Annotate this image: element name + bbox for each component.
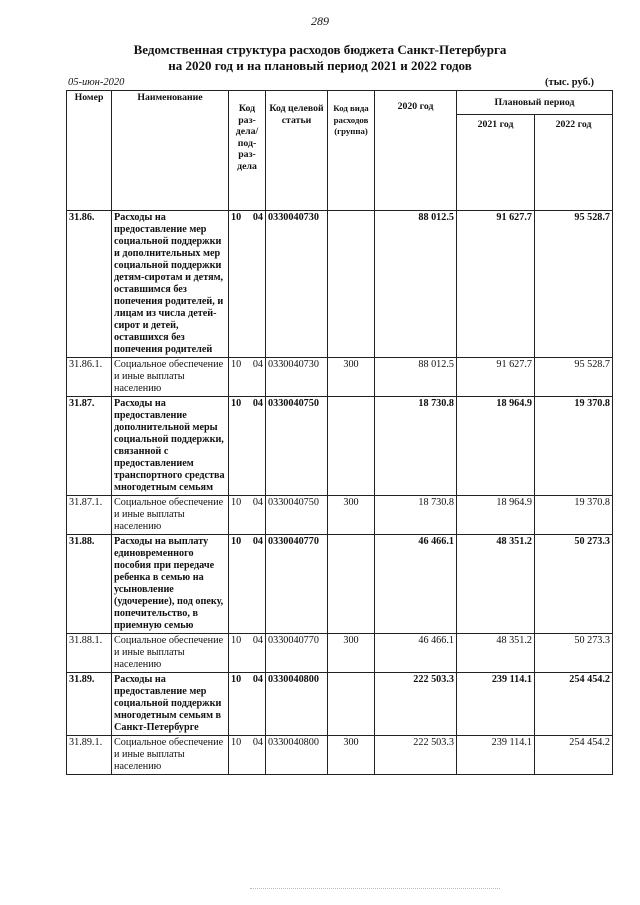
header-planned-period: Плановый период <box>457 91 613 115</box>
page-number: 289 <box>311 14 329 28</box>
header-type: Код вида расходов (группа) <box>328 91 375 211</box>
row-type-code: 300 <box>328 496 375 535</box>
budget-table <box>66 90 613 775</box>
header-number: Номер <box>67 91 112 211</box>
row-section-code <box>229 673 266 736</box>
row-target-code: 0330040800 <box>266 673 328 736</box>
row-number: 31.89.1. <box>67 736 112 775</box>
row-name: Расходы на предоставление мер социальной поддержки и дополнительных мер социальной поддержки детям-сиротам и детям, оставшимся без попечения родителей, и лицам из числа детей-сирот и детей, оставшихся без попечения родителей <box>112 211 229 358</box>
row-amount-2021: 91 627.7 <box>457 211 535 358</box>
row-amount-2022: 95 528.7 <box>535 211 613 358</box>
row-name: Социальное обеспечение и иные выплаты населению <box>112 358 229 397</box>
row-number: 31.86.1. <box>67 358 112 397</box>
row-section-code <box>229 496 266 535</box>
row-number: 31.88.1. <box>67 634 112 673</box>
row-amount-2022: 254 454.2 <box>535 673 613 736</box>
row-amount-2020: 88 012.5 <box>375 211 457 358</box>
row-section-code <box>229 211 266 358</box>
row-amount-2020: 88 012.5 <box>375 358 457 397</box>
section-code: 10 <box>231 635 242 646</box>
header-name: Наименование <box>112 91 229 211</box>
table-row <box>67 397 613 496</box>
subsection-code: 04 <box>252 737 263 748</box>
footer-divider <box>250 888 500 890</box>
section-code: 10 <box>231 497 242 508</box>
table-row <box>67 535 613 634</box>
row-amount-2020: 46 466.1 <box>375 634 457 673</box>
header-2021: 2021 год <box>457 115 535 211</box>
header-2022: 2022 год <box>535 115 613 211</box>
section-code: 10 <box>231 212 242 223</box>
title-line-1: Ведомственная структура расходов бюджета Санкт-Петербурга <box>133 42 507 57</box>
header-target: Код целевой статьи <box>266 91 328 211</box>
row-section-code <box>229 736 266 775</box>
row-target-code: 0330040800 <box>266 736 328 775</box>
row-target-code: 0330040730 <box>266 211 328 358</box>
row-target-code: 0330040770 <box>266 634 328 673</box>
row-name: Расходы на выплату единовременного пособия при передаче ребенка в семью на усыновление (удочерение), под опеку, попечительство, в приемную семью <box>112 535 229 634</box>
subsection-code: 04 <box>252 359 263 370</box>
table-row <box>67 736 613 775</box>
row-target-code: 0330040750 <box>266 496 328 535</box>
table-row <box>67 211 613 358</box>
row-amount-2022: 95 528.7 <box>535 358 613 397</box>
row-name: Социальное обеспечение и иные выплаты населению <box>112 634 229 673</box>
row-amount-2021: 48 351.2 <box>457 535 535 634</box>
subsection-code: 04 <box>252 536 263 547</box>
section-code: 10 <box>231 737 242 748</box>
row-amount-2020: 222 503.3 <box>375 736 457 775</box>
table-row <box>67 358 613 397</box>
row-amount-2021: 239 114.1 <box>457 736 535 775</box>
row-amount-2020: 222 503.3 <box>375 673 457 736</box>
row-amount-2021: 91 627.7 <box>457 358 535 397</box>
subsection-code: 04 <box>252 398 263 409</box>
table-row <box>67 673 613 736</box>
row-section-code <box>229 397 266 496</box>
row-amount-2020: 46 466.1 <box>375 535 457 634</box>
row-number: 31.86. <box>67 211 112 358</box>
section-code: 10 <box>231 536 242 547</box>
subsection-code: 04 <box>252 212 263 223</box>
row-name: Расходы на предоставление дополнительной меры социальной поддержки, связанной с предоставлением транспортного средства многодетным семьям <box>112 397 229 496</box>
row-amount-2020: 18 730.8 <box>375 397 457 496</box>
row-number: 31.87.1. <box>67 496 112 535</box>
row-type-code <box>328 535 375 634</box>
subsection-code: 04 <box>252 674 263 685</box>
row-type-code <box>328 397 375 496</box>
header-section: Код раз- дела/ под- раз- дела <box>229 91 266 211</box>
row-amount-2020: 18 730.8 <box>375 496 457 535</box>
row-target-code: 0330040770 <box>266 535 328 634</box>
section-code: 10 <box>231 674 242 685</box>
row-amount-2021: 18 964.9 <box>457 496 535 535</box>
row-type-code: 300 <box>328 358 375 397</box>
row-amount-2021: 18 964.9 <box>457 397 535 496</box>
row-section-code <box>229 535 266 634</box>
row-section-code <box>229 634 266 673</box>
row-type-code: 300 <box>328 634 375 673</box>
section-code: 10 <box>231 359 242 370</box>
row-amount-2021: 48 351.2 <box>457 634 535 673</box>
table-body <box>67 211 613 775</box>
document-date: 05-июн-2020 <box>68 77 125 88</box>
row-name: Социальное обеспечение и иные выплаты населению <box>112 496 229 535</box>
row-number: 31.87. <box>67 397 112 496</box>
row-amount-2022: 50 273.3 <box>535 535 613 634</box>
title-line-2: на 2020 год и на плановый период 2021 и 2022 годов <box>168 58 472 73</box>
header-2020: 2020 год <box>375 91 457 211</box>
row-amount-2021: 239 114.1 <box>457 673 535 736</box>
row-number: 31.89. <box>67 673 112 736</box>
row-name: Расходы на предоставление мер социальной поддержки многодетным семьям в Санкт-Петербурге <box>112 673 229 736</box>
row-target-code: 0330040750 <box>266 397 328 496</box>
units-label: (тыс. руб.) <box>545 77 594 88</box>
row-target-code: 0330040730 <box>266 358 328 397</box>
row-amount-2022: 19 370.8 <box>535 397 613 496</box>
row-type-code: 300 <box>328 736 375 775</box>
row-type-code <box>328 211 375 358</box>
row-amount-2022: 19 370.8 <box>535 496 613 535</box>
row-amount-2022: 254 454.2 <box>535 736 613 775</box>
row-number: 31.88. <box>67 535 112 634</box>
document-title <box>0 42 640 74</box>
subsection-code: 04 <box>252 635 263 646</box>
section-code: 10 <box>231 398 242 409</box>
row-name: Социальное обеспечение и иные выплаты населению <box>112 736 229 775</box>
subsection-code: 04 <box>252 497 263 508</box>
row-section-code <box>229 358 266 397</box>
row-amount-2022: 50 273.3 <box>535 634 613 673</box>
table-row <box>67 634 613 673</box>
table-row <box>67 496 613 535</box>
row-type-code <box>328 673 375 736</box>
